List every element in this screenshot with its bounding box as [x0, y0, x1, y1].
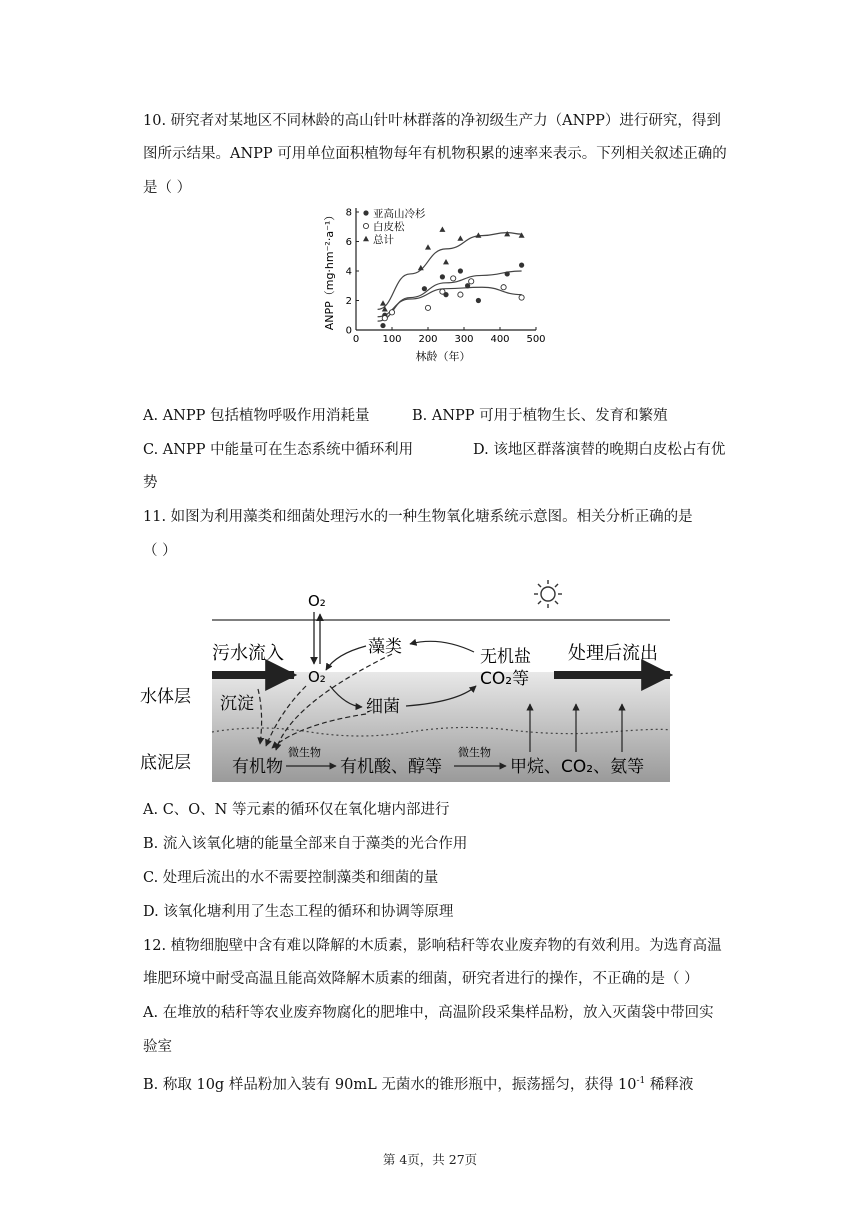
organic-label: 有机物	[232, 757, 283, 777]
data-point	[501, 285, 506, 290]
x-axis-label: 林龄（年）	[415, 350, 471, 363]
q10-option-c[interactable]: C. ANPP 中能量可在生态系统中循环利用	[143, 442, 414, 458]
data-point	[440, 274, 445, 279]
x-tick-label: 0	[352, 334, 360, 345]
data-point	[458, 292, 463, 297]
q12-stem-line1: 12. 植物细胞壁中含有难以降解的木质素，影响秸秆等农业废弃物的有效利用。为选育高温	[143, 938, 722, 954]
q12-option-a-line2: 验室	[143, 1039, 172, 1055]
products-label: 甲烷、CO₂、氨等	[510, 757, 645, 777]
o2-top-label: O₂	[308, 592, 326, 610]
q11-option-c[interactable]: C. 处理后流出的水不需要控制藻类和细菌的量	[143, 870, 439, 886]
legend-entry: 总计	[373, 234, 394, 246]
y-tick-label: 0	[345, 325, 352, 337]
q11-option-b[interactable]: B. 流入该氧化塘的能量全部来自于藻类的光合作用	[143, 836, 468, 852]
x-tick-label: 100	[382, 334, 402, 345]
q11-stem-line1: 11. 如图为利用藻类和细菌处理污水的一种生物氧化塘系统示意图。相关分析正确的是	[143, 509, 693, 525]
y-tick-label: 4	[345, 266, 352, 278]
mud-layer-label: 底泥层	[140, 753, 191, 773]
data-point	[389, 310, 394, 315]
data-point	[380, 323, 385, 328]
q12-option-b-exponent: -1	[636, 1076, 646, 1086]
q12-option-a-line1[interactable]: A. 在堆放的秸秆等农业废弃物腐化的肥堆中，高温阶段采集样品粉，放入灭菌袋中带回实	[143, 1005, 714, 1021]
data-point	[504, 231, 510, 236]
o2-center-label: O₂	[308, 668, 326, 686]
sediment-label: 沉淀	[220, 694, 254, 714]
anpp-chart	[318, 200, 548, 370]
q10-option-d[interactable]: D. 该地区群落演替的晚期白皮松占有优	[473, 442, 726, 458]
q12-option-b-tail: 稀释液	[645, 1076, 694, 1093]
q12-option-b[interactable]	[143, 1070, 693, 1096]
microbe-label-1: 微生物	[288, 746, 321, 759]
q10-option-d-cont: 势	[143, 475, 158, 491]
water-layer-label: 水体层	[140, 687, 191, 707]
data-point	[382, 316, 387, 321]
y-tick-label: 8	[345, 207, 352, 219]
y-tick-label: 6	[345, 237, 352, 248]
data-point	[519, 263, 524, 268]
data-point	[422, 286, 427, 291]
data-point	[457, 235, 463, 240]
data-point	[363, 236, 369, 241]
page-footer: 第 4页，共 27页	[382, 1152, 478, 1167]
data-point	[519, 232, 525, 237]
data-point	[469, 279, 474, 284]
trend-line	[378, 233, 522, 310]
data-point	[382, 306, 388, 311]
sun-icon	[534, 580, 562, 608]
acids-label: 有机酸、醇等	[340, 757, 442, 777]
data-point	[425, 244, 431, 249]
q11-option-a[interactable]: A. C、O、N 等元素的循环仅在氧化塘内部进行	[143, 802, 450, 818]
salt-label: 无机盐	[480, 647, 531, 667]
data-point	[465, 283, 470, 288]
data-point	[439, 227, 445, 232]
data-point	[380, 300, 386, 305]
q12-option-b-text: B. 称取 10g 样品粉加入装有 90mL 无菌水的锥形瓶中，振荡摇匀，获得 10	[143, 1076, 637, 1093]
q10-option-a[interactable]: A. ANPP 包括植物呼吸作用消耗量	[143, 408, 370, 424]
x-tick-label: 300	[454, 334, 474, 345]
data-point	[451, 276, 456, 281]
legend-entry: 亚高山冷杉	[373, 208, 426, 220]
bacteria-label: 细菌	[366, 697, 400, 717]
trend-line	[378, 271, 522, 321]
data-point	[363, 223, 368, 228]
data-point	[443, 259, 449, 264]
data-point	[519, 295, 524, 300]
inflow-label: 污水流入	[212, 643, 284, 664]
salt-to-algae-arrow	[410, 641, 474, 652]
q10-stem-line2: 图所示结果。ANPP 可用单位面积植物每年有机物积累的速率来表示。下列相关叙述正确的	[143, 146, 727, 162]
data-point	[476, 298, 481, 303]
data-point	[440, 289, 445, 294]
legend-entry: 白皮松	[373, 221, 405, 233]
q11-stem-line2: （ ）	[143, 543, 177, 559]
data-point	[458, 268, 463, 273]
y-tick-label: 2	[345, 296, 352, 307]
outflow-label: 处理后流出	[568, 643, 658, 664]
microbe-label-2: 微生物	[458, 746, 491, 759]
data-point	[505, 271, 510, 276]
x-tick-label: 500	[526, 334, 546, 345]
data-point	[363, 210, 368, 215]
q10-stem-line3: 是（ ）	[143, 180, 192, 196]
q10-stem-line1: 10. 研究者对某地区不同林龄的高山针叶林群落的净初级生产力（ANPP）进行研究，得到	[143, 113, 721, 129]
q10-option-b[interactable]: B. ANPP 可用于植物生长、发育和繁殖	[412, 408, 668, 424]
y-axis-label: ANPP（mg·hm⁻²·a⁻¹）	[323, 209, 336, 331]
oxidation-pond-diagram	[140, 574, 700, 786]
q12-stem-line2: 堆肥环境中耐受高温且能高效降解木质素的细菌，研究者进行的操作，不正确的是（ ）	[143, 971, 699, 987]
data-point	[425, 305, 430, 310]
q11-option-d[interactable]: D. 该氧化塘利用了生态工程的循环和协调等原理	[143, 904, 454, 920]
x-tick-label: 200	[418, 334, 438, 345]
trend-line	[378, 287, 522, 317]
co2-label: CO₂等	[480, 669, 530, 689]
algae-to-o2-arrow	[326, 646, 366, 670]
algae-label: 藻类	[368, 637, 402, 657]
x-tick-label: 400	[490, 334, 510, 345]
